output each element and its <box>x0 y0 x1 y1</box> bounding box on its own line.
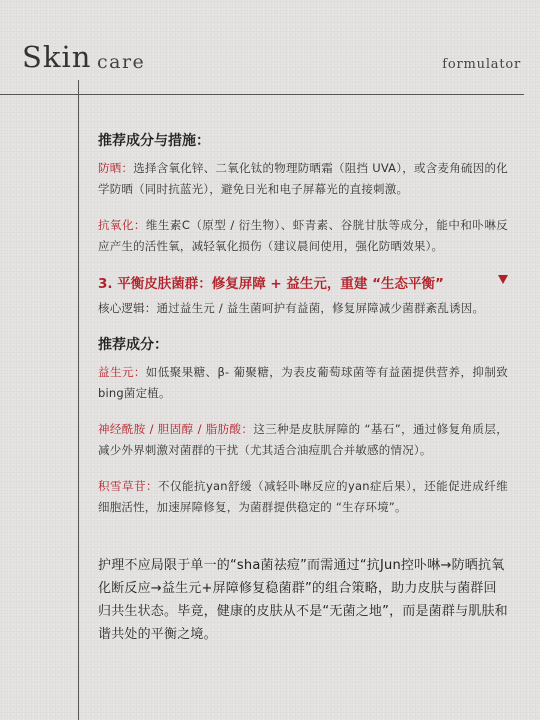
section2-title-text: 3. 平衡皮肤菌群：修复屏障 + 益生元，重建 “生态平衡” <box>98 276 444 292</box>
item-text: 选择含氧化锌、二氧化钛的物理防晒霜（阻挡 UVA），或含麦角硫因的化学防晒（同时抗蓝光），避免日光和电子屏幕光的直接刺激。 <box>98 161 508 196</box>
triangle-down-icon <box>498 275 508 284</box>
core-logic: 核心逻辑：通过益生元 / 益生菌呵护有益菌，修复屏障减少菌群紊乱诱因。 <box>98 301 485 315</box>
item-label: 抗氧化： <box>98 218 146 232</box>
vertical-divider <box>78 80 79 720</box>
closing-paragraph: 护理不应局限于单一的“sha菌祛痘”而需通过“抗Jun控卟啉→防晒抗氧化断反应→益生元+屏障修复稳菌群”的组合策略，助力皮肤与菌群回归共生状态。毕竟，健康的皮肤从不是“无菌之地”，而是菌群与肌肤和谐共处的平衡之境。 <box>98 558 508 642</box>
item-ceramides <box>98 419 508 461</box>
header <box>0 0 540 96</box>
section2-title <box>98 272 508 292</box>
article-body <box>98 130 508 646</box>
section2-heading: 推荐成分： <box>98 337 168 353</box>
item-label: 益生元： <box>98 365 146 379</box>
item-label: 防晒： <box>98 161 134 175</box>
brand-logo-skin: Skin <box>22 40 92 74</box>
item-antioxidant <box>98 215 508 257</box>
item-label: 神经酰胺 / 胆固醇 / 脂肪酸： <box>98 422 254 436</box>
item-label: 积雪草苷： <box>98 479 158 493</box>
item-text: 如低聚果糖、β- 葡聚糖，为表皮葡萄球菌等有益菌提供营养，抑制致bing菌定植。 <box>98 365 508 400</box>
item-sunscreen <box>98 158 508 200</box>
brand-logo-care: care <box>97 51 146 73</box>
item-text: 这三种是皮肤屏障的 “基石”，通过修复角质层，减少外界刺激对菌群的干扰（尤其适合油痘肌合并敏感的情况）。 <box>98 422 508 457</box>
item-asiaticoside <box>98 476 508 518</box>
brand-tagline: formulator <box>442 57 521 72</box>
item-text: 不仅能抗yan舒缓（减轻卟啉反应的yan症后果），还能促进成纤维细胞活性，加速屏障修复，为菌群提供稳定的 “生存环境”。 <box>98 479 508 514</box>
item-prebiotics <box>98 362 508 404</box>
item-text: 维生素C（原型 / 衍生物）、虾青素、谷胱甘肽等成分，能中和卟啉反应产生的活性氧，减轻氧化损伤（建议晨间使用，强化防晒效果）。 <box>98 218 508 253</box>
section1-heading: 推荐成分与措施： <box>98 133 210 149</box>
